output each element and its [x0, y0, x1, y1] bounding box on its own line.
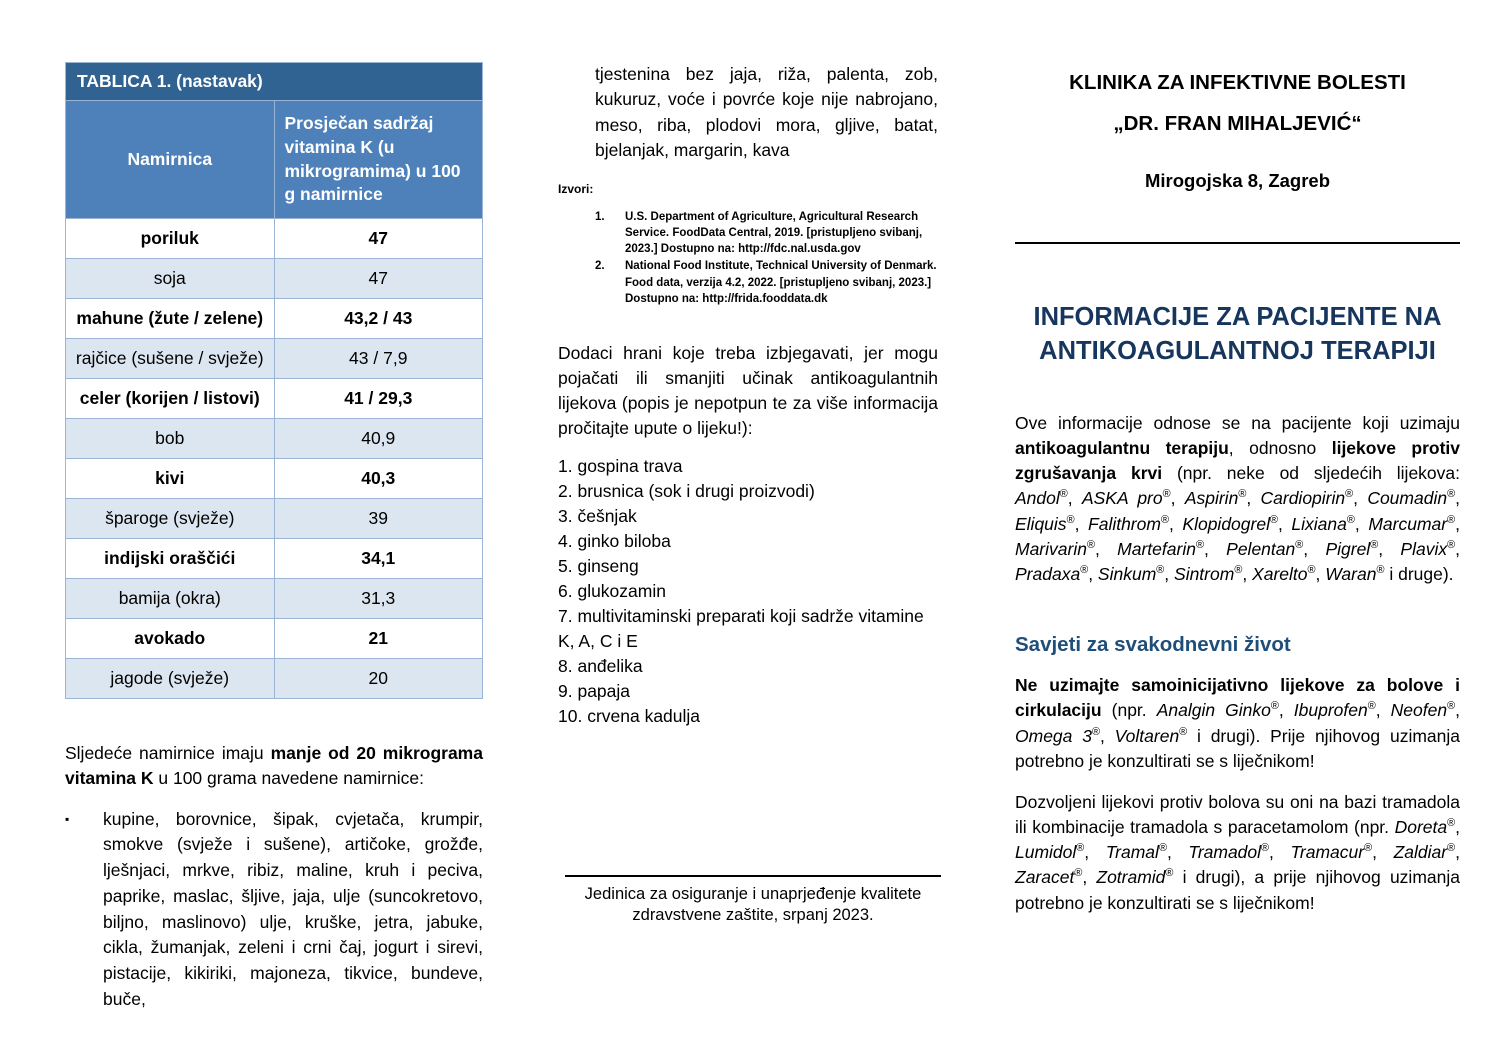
low-vitamin-k-list-item — [65, 807, 483, 1013]
source-item — [595, 258, 938, 307]
footer-credit: Jedinica za osiguranje i unaprjeđenje kvalitete zdravstvene zaštite, srpanj 2023. — [565, 875, 941, 927]
supplements-to-avoid-list — [558, 454, 938, 729]
supplement-list-item: 6. glukozamin — [558, 580, 666, 601]
anticoagulant-intro-paragraph: Ove informacije odnose se na pacijente koji uzimaju antikoagulantnu terapiju, odnosno lijekove protiv zgrušavanja krvi (npr. neke od sljedećih lijekova: Andol®, ASKA pro®, Aspirin®, Cardiopirin®, Coumadin®, Eliquis®, Falithrom®, Klopidogrel®, Lixiana®, Marcumar®, Marivarin®, Martefarin®, Pelentan®, Pigrel®, Plavix®, Pradaxa®, Sinkum®, Sintrom®, Xarelto®, Waran® i druge). — [1015, 412, 1461, 584]
brochure-title: INFORMACIJE ZA PACIJENTE NA ANTIKOAGULANTNOJ TERAPIJI — [1033, 303, 1442, 366]
supplements-to-avoid-intro: Dodaci hrani koje treba izbjegavati, jer mogu pojačati ili smanjiti učinak antikoagulantnih lijekova (popis je nepotpun te za više informacija pročitajte upute o lijeku!): — [558, 343, 938, 438]
daily-life-advice-heading: Savjeti za svakodnevni život — [1015, 633, 1291, 657]
table-row — [66, 219, 483, 259]
food-value-cell: 41 / 29,3 — [274, 379, 483, 419]
food-name-cell: kivi — [66, 459, 275, 499]
source-number: 2. — [595, 260, 605, 273]
food-value-cell: 31,3 — [274, 579, 483, 619]
supplement-list-item: 10. crvena kadulja — [558, 706, 701, 726]
food-name-cell: celer (korijen / listovi) — [66, 379, 275, 419]
clinic-address: Mirogojska 8, Zagreb — [1144, 170, 1331, 191]
painkiller-warning-paragraph: Ne uzimajte samoinicijativno lijekove za bolove i cirkulaciju (npr. Analgin Ginko®, Ibuprofen®, Neofen®, Omega 3®, Voltaren® i drugi). Prije njihovog uzimanja potrebno je konzultirati se s liječnikom! — [1015, 675, 1460, 771]
food-value-cell: 47 — [274, 259, 483, 299]
supplement-list-item: 7. multivitaminski preparati koji sadrže vitamine K, A, C i E — [558, 605, 924, 651]
food-name-cell: bamija (okra) — [66, 579, 275, 619]
right-column — [1015, 62, 1460, 916]
vitamin-k-table — [65, 62, 483, 699]
table-row — [66, 459, 483, 499]
table-row — [66, 339, 483, 379]
food-name-cell: bob — [66, 419, 275, 459]
table-row — [66, 419, 483, 459]
source-number: 1. — [595, 210, 605, 223]
food-value-cell: 20 — [274, 659, 483, 699]
food-value-cell: 43,2 / 43 — [274, 299, 483, 339]
clinic-name-line2: „DR. FRAN MIHALJEVIĆ“ — [1113, 112, 1362, 135]
food-name-cell: indijski oraščići — [66, 539, 275, 579]
supplement-list-item: 2. brusnica (sok i drugi proizvodi) — [558, 480, 815, 501]
food-value-cell: 43 / 7,9 — [274, 339, 483, 379]
table-row — [66, 499, 483, 539]
supplement-list-item: 5. ginseng — [558, 555, 639, 576]
table-row — [66, 579, 483, 619]
table-row — [66, 659, 483, 699]
table-row — [66, 379, 483, 419]
supplement-list-item: 9. papaja — [558, 680, 631, 701]
sources-list — [595, 209, 938, 308]
food-name-cell: šparoge (svježe) — [66, 499, 275, 539]
source-item — [595, 209, 938, 258]
source-text: U.S. Department of Agriculture, Agricultural Research Service. FoodData Central, 2019. [pristupljeno svibanj, 2023.] Dostupno na: http://fdc.nal.usda.gov — [625, 210, 923, 256]
food-name-cell: rajčice (sušene / svježe) — [66, 339, 275, 379]
supplement-list-item: 3. češnjak — [558, 505, 637, 526]
food-value-cell: 21 — [274, 619, 483, 659]
middle-column — [558, 62, 938, 729]
square-bullet-icon: ▪ — [65, 811, 70, 826]
supplement-list-item: 1. gospina trava — [558, 455, 683, 476]
food-value-cell: 34,1 — [274, 539, 483, 579]
sources-label: Izvori: — [558, 181, 594, 196]
food-value-cell: 40,3 — [274, 459, 483, 499]
food-name-cell: poriluk — [66, 219, 275, 259]
food-value-cell: 47 — [274, 219, 483, 259]
supplement-list-item: 4. ginko biloba — [558, 530, 671, 551]
low-vitamin-k-foods-continued: tjestenina bez jaja, riža, palenta, zob, kukuruz, voće i povrće koje nije nabrojano, meso, riba, plodovi mora, gljive, batat, bjelanjak, margarin, kava — [595, 64, 938, 161]
table-header-vitamin-k: Prosječan sadržaj vitamina K (u mikrogramima) u 100 g namirnice — [274, 101, 483, 219]
supplement-list-item: 8. anđelika — [558, 655, 643, 676]
low-vitamin-k-intro: Sljedeće namirnice imaju manje od 20 mikrograma vitamina K u 100 grama navedene namirnice: — [65, 743, 483, 789]
food-value-cell: 40,9 — [274, 419, 483, 459]
clinic-name — [1015, 62, 1460, 144]
clinic-name-line1: KLINIKA ZA INFEKTIVNE BOLESTI — [1069, 71, 1406, 94]
table-row — [66, 619, 483, 659]
food-name-cell: mahune (žute / zelene) — [66, 299, 275, 339]
table-row — [66, 299, 483, 339]
low-vitamin-k-foods-text: kupine, borovnice, šipak, cvjetača, krumpir, smokve (svježe i sušene), artičoke, grožđe, lješnjaci, mrkve, ribiz, maline, kruh i peciva, paprike, maslac, šljive, jaja, ulje (suncokretovo, biljno, maslinovo) ulje, kruške, jetra, jabuke, cikla, žumanjak, zeleni i crni čaj, jogurt i sirevi, pistacije, kikiriki, majoneza, tikvice, bundeve, buče, — [103, 808, 483, 1009]
table-row — [66, 259, 483, 299]
table-row — [66, 539, 483, 579]
food-name-cell: soja — [66, 259, 275, 299]
allowed-painkillers-paragraph: Dozvoljeni lijekovi protiv bolova su oni na bazi tramadola ili kombinacije tramadola s paracetamolom (npr. Doreta®, Lumidol®, Tramal®, Tramadol®, Tramacur®, Zaldiar®, Zaracet®, Zotramid® i drugi), a prije njihovog uzimanja potrebno je konzultirati se s liječnikom! — [1015, 791, 1460, 913]
food-name-cell: jagode (svježe) — [66, 659, 275, 699]
food-name-cell: avokado — [66, 619, 275, 659]
source-text: National Food Institute, Technical University of Denmark. Food data, verzija 4.2, 2022. [pristupljeno svibanj, 2023.] Dostupno na: http://frida.fooddata.dk — [625, 260, 937, 306]
table-header-namirnica: Namirnica — [66, 101, 275, 219]
food-value-cell: 39 — [274, 499, 483, 539]
table-title: TABLICA 1. (nastavak) — [66, 63, 483, 101]
horizontal-divider — [1015, 242, 1460, 244]
left-column — [65, 62, 483, 1013]
